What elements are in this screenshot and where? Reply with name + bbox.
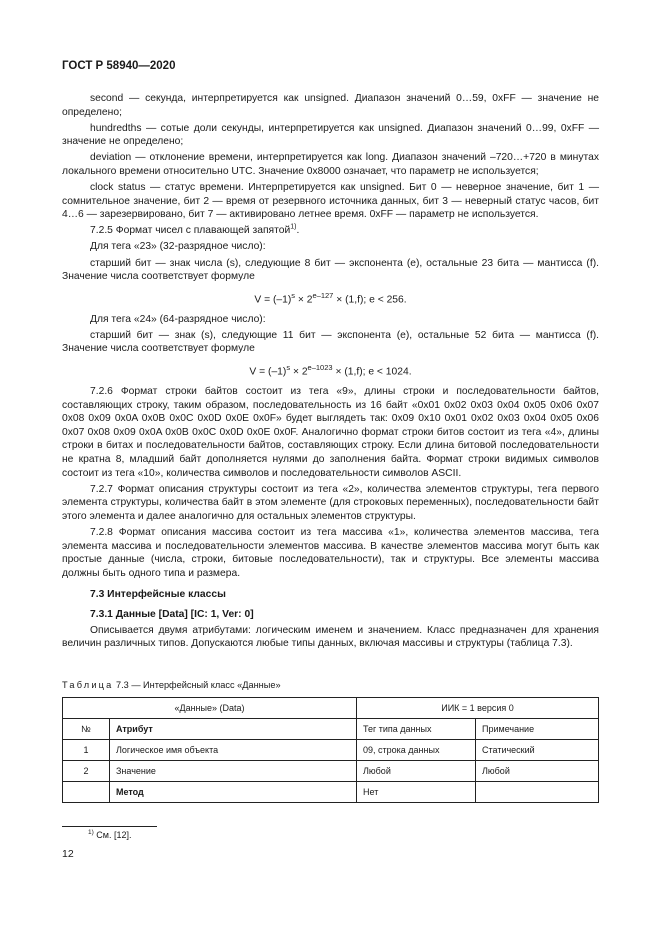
formula-64bit-right: × (1,f); e < 1024. — [332, 366, 412, 378]
para-7-3-1: Описывается двумя атрибутами: логическим именем и значением. Класс предназначен для хранения величин различных типов. Допускаются любые типы данных, включая массивы и структуры (таблица 7.3). — [62, 624, 599, 650]
cell-number: 1 — [63, 740, 110, 761]
col-attribute: Атрибут — [110, 719, 357, 740]
formula-64bit-exp: e–1023 — [307, 363, 333, 373]
para-7-2-7: 7.2.7 Формат описания структуры состоит из тега «2», количества элементов структуры, тега первого элемента структуры, количества байт в этом элементе (для строковых переменных), последовательности байт этого элемента и далее аналогично для остальных элементов структуры. — [62, 483, 599, 522]
cell-type-tag: 09, строка данных — [357, 740, 476, 761]
table-row — [63, 740, 599, 761]
document-header: ГОСТ Р 58940—2020 — [62, 60, 176, 72]
cell-attribute: Значение — [110, 761, 357, 782]
para-7-2-5: 7.2.5 Формат чисел с плавающей запятой$^{1)}$. — [90, 223, 300, 237]
footnote-mark: 1) — [88, 829, 94, 836]
para-hundredths: hundredths — сотые доли секунды, интерпретируется как unsigned. Диапазон значений 0…99, 0xFF — значение не определено; — [62, 122, 599, 148]
cell-number: 2 — [63, 761, 110, 782]
cell-attribute: Логическое имя объекта — [110, 740, 357, 761]
interface-class-table — [62, 697, 599, 803]
table-caption-word: Таблица — [62, 680, 114, 690]
para-7-2-8: 7.2.8 Формат описания массива состоит из тега массива «1», количества элементов массива, тега элемента массива и последовательности элементов массива. В качестве элементов массива могут быть как простые данные (числа, строки, битовые последовательности), так и структуры. Все элементы массива должны быть одного типа и размера. — [62, 526, 599, 579]
formula-64bit — [62, 361, 599, 379]
cell-note: Любой — [476, 761, 599, 782]
formula-32bit-exp: e–127 — [312, 290, 334, 300]
table-head-row — [63, 698, 599, 719]
para-second: second — секунда, интерпретируется как unsigned. Диапазон значений 0…59, 0xFF — значение не определено; — [62, 93, 599, 118]
table-head-class: «Данные» (Data) — [63, 698, 357, 719]
document-body — [62, 92, 599, 653]
col-type-tag: Тег типа данных — [357, 719, 476, 740]
page-number: 12 — [62, 848, 74, 860]
para-tag24: Для тега «24» (64-разрядное число): — [90, 313, 266, 325]
formula-64bit-mid: × 2 — [290, 366, 308, 378]
para-tag23-desc: старший бит — знак числа (s), следующие 8 бит — экспонента (e), остальные 23 бита — мантисса (f). Значение числа соответствует формуле — [62, 257, 599, 283]
table-caption — [62, 680, 281, 690]
formula-32bit-right: × (1,f); e < 256. — [333, 294, 407, 306]
para-tag24-desc: старший бит — знак (s), следующие 11 бит — экспонента (e), остальные 52 бита — мантисса (f). Значение числа соответствует формуле — [62, 329, 599, 355]
formula-32bit — [62, 289, 599, 307]
formula-64bit-sign: s — [286, 363, 291, 373]
formula-32bit-left: V = (–1) — [254, 294, 292, 306]
cell-note: Статический — [476, 740, 599, 761]
table-method-row — [63, 782, 599, 803]
cell-method-label: Метод — [110, 782, 357, 803]
para-7-2-5-text: 7.2.5 Формат чисел с плавающей запятой — [90, 225, 291, 237]
para-deviation: deviation — отклонение времени, интерпретируется как long. Диапазон значений –720…+720 в минутах локального времени относительно UTC. Значение 0x8000 означает, что параметр не используется; — [62, 152, 599, 177]
cell-method-value: Нет — [357, 782, 476, 803]
formula-32bit-mid: × 2 — [295, 294, 313, 306]
cell-note — [476, 782, 599, 803]
footnote — [88, 829, 131, 840]
footnote-divider — [62, 826, 157, 827]
table-head-version: ИИК = 1 версия 0 — [357, 698, 599, 719]
table-row — [63, 761, 599, 782]
footnote-ref: 1) — [290, 223, 297, 231]
table-caption-text: 7.3 — Интерфейсный класс «Данные» — [113, 680, 281, 690]
para-tag23: Для тега «23» (32-разрядное число): — [90, 241, 266, 253]
para-7-2-6: 7.2.6 Формат строки байтов состоит из тега «9», длины строки и последовательности байтов, составляющих строку, таким образом, последовательность из 16 байт «0x01 0x02 0x03 0x04 0x05 0x06 0x07 0x08 0x09 0x0A 0x0B 0x0C 0x0D 0x0E 0x0F» будет выглядеть так: 0x09 0x10 0x01 0x02 0x03 0x04 0x05 0x06 0x07 0x08 0x09 0x0A 0x0B 0x0C 0x0D 0x0E 0x0F. Аналогично формат строки битов состоит из тега «4», длины строки в битах и последовательности байтов, составляющих строку. Если длина битовой последовательности не кратна 8, младший байт дополняется нулями до заполнения байта. Формат строки видимых символов состоит из тега «10», количества символов и последовательности символов ASCII. — [62, 386, 599, 479]
section-heading-7-3-1: 7.3.1 Данные [Data] [IC: 1, Ver: 0] — [90, 608, 254, 620]
table-column-row — [63, 719, 599, 740]
section-heading-7-3: 7.3 Интерфейсные классы — [90, 589, 226, 601]
footnote-text: См. [12]. — [93, 830, 132, 840]
cell-type-tag: Любой — [357, 761, 476, 782]
col-number: № — [63, 719, 110, 740]
cell-number — [63, 782, 110, 803]
para-clock-status: clock status — статус времени. Интерпретируется как unsigned. Бит 0 — неверное значение, бит 1 — сомнительное значение, бит 2 — время от резервного источника данных, бит 3 — неверный статус часов, бит 4…6 — зарезервировано, бит 7 — активировано летнее время. 0xFF — параметр не используется. — [62, 182, 599, 221]
col-note: Примечание — [476, 719, 599, 740]
formula-32bit-sign: s — [291, 290, 296, 300]
formula-64bit-left: V = (–1) — [249, 366, 287, 378]
